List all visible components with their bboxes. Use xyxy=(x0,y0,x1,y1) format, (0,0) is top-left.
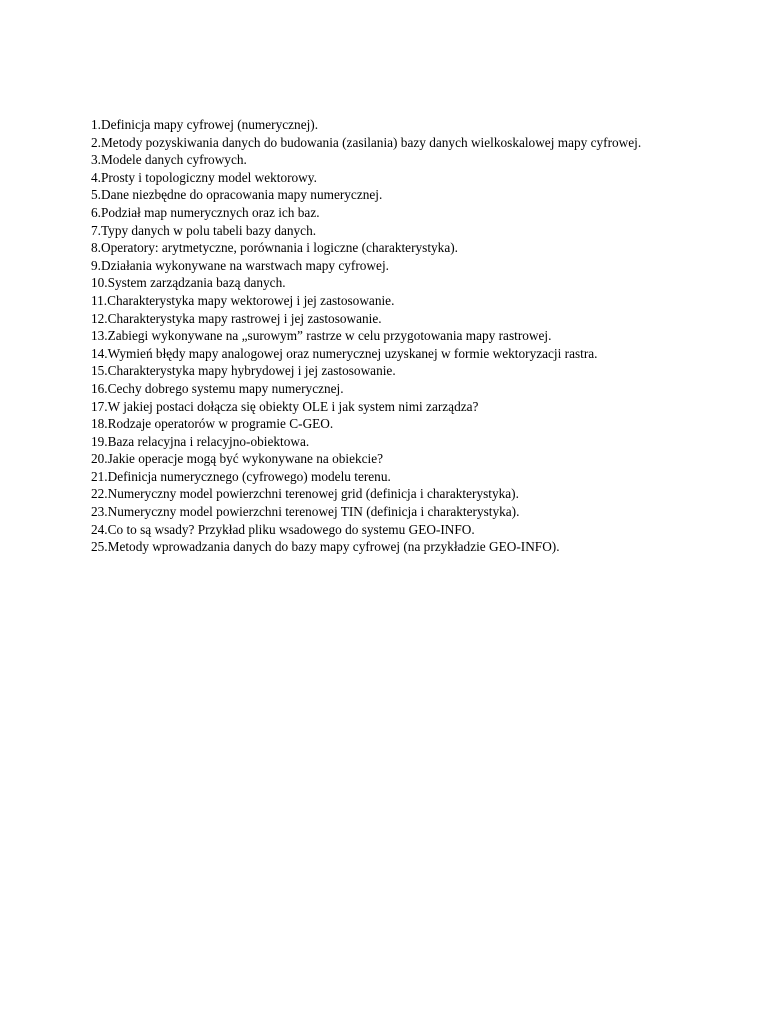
question-item: 4.Prosty i topologiczny model wektorowy. xyxy=(91,169,317,185)
question-item: 12.Charakterystyka mapy rastrowej i jej zastosowanie. xyxy=(91,310,382,326)
question-item: 6.Podział map numerycznych oraz ich baz. xyxy=(91,204,320,220)
question-item: 5.Dane niezbędne do opracowania mapy numerycznej. xyxy=(91,187,383,203)
question-item: 9.Działania wykonywane na warstwach mapy cyfrowej. xyxy=(91,257,389,273)
question-item: 1.Definicja mapy cyfrowej (numerycznej). xyxy=(91,117,319,132)
question-item: 11.Charakterystyka mapy wektorowej i jej zastosowanie. xyxy=(91,292,395,308)
question-item: 24.Co to są wsady? Przykład pliku wsadowego do systemu GEO-INFO. xyxy=(91,521,475,537)
question-item: 18.Rodzaje operatorów w programie C-GEO. xyxy=(91,416,334,432)
question-item: 23.Numeryczny model powierzchni terenowej TIN (definicja i charakterystyka). xyxy=(91,504,520,520)
question-item: 15.Charakterystyka mapy hybrydowej i jej zastosowanie. xyxy=(91,363,396,379)
question-item: 2.Metody pozyskiwania danych do budowania (zasilania) bazy danych wielkoskalowej mapy cyfrowej. xyxy=(91,134,642,150)
question-item: 21.Definicja numerycznego (cyfrowego) modelu terenu. xyxy=(91,468,391,484)
question-item: 13.Zabiegi wykonywane na „surowym” rastrze w celu przygotowania mapy rastrowej. xyxy=(91,328,552,344)
question-item: 25.Metody wprowadzania danych do bazy mapy cyfrowej (na przykładzie GEO-INFO). xyxy=(91,539,560,555)
question-item: 19.Baza relacyjna i relacyjno-obiektowa. xyxy=(91,433,310,449)
question-item: 8.Operatory: arytmetyczne, porównania i logiczne (charakterystyka). xyxy=(91,240,458,256)
question-item: 16.Cechy dobrego systemu mapy numerycznej. xyxy=(91,380,344,396)
question-item: 3.Modele danych cyfrowych. xyxy=(91,152,247,168)
question-item: 14.Wymień błędy mapy analogowej oraz numerycznej uzyskanej w formie wektoryzacji rastra. xyxy=(91,345,598,361)
question-item: 20.Jakie operacje mogą być wykonywane na obiekcie? xyxy=(91,451,384,467)
question-item: 22.Numeryczny model powierzchni terenowej grid (definicja i charakterystyka). xyxy=(91,486,519,502)
question-item: 7.Typy danych w polu tabeli bazy danych. xyxy=(91,222,317,238)
question-item: 17.W jakiej postaci dołącza się obiekty OLE i jak system nimi zarządza? xyxy=(91,398,479,414)
question-item: 10.System zarządzania bazą danych. xyxy=(91,275,286,291)
question-list xyxy=(91,116,651,556)
